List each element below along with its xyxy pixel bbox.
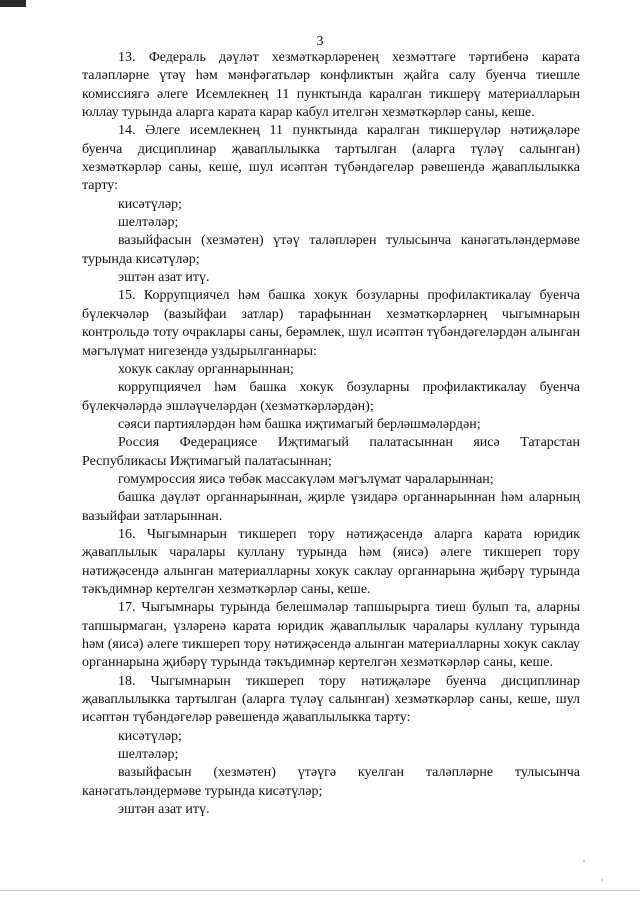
list-item-public-chambers: Россия Федерациясе Иҗтимагый палатасыннан яисә Татарстан Республикасы Иҗтимагый палатасыннан; [82, 435, 580, 469]
list-item-reprimands-2: шелтәләр; [118, 747, 179, 763]
scan-bottom-edge [0, 890, 640, 891]
scan-corner-mark [0, 0, 26, 7]
paragraph-15: 15. Коррупциячел һәм башка хокук бозуларны профилактикалау буенча бүлекчәләр (вазыйфаи затлар) тарафыннан хезмәткәрләрнең чыгымнарын контрольдә тоту очраклары саны, берәмлек, шул исәптән түбәндәгеләрдән алынган мәгълүмат нигезендә уздырылганнары: [82, 288, 580, 359]
list-item-dismissal-2: эштән азат итү. [118, 802, 210, 818]
list-item-political-parties: сәяси партияләрдән һәм башка иҗтимагый берләшмәләрдән; [118, 416, 481, 432]
paragraph-13: 13. Федераль дәүләт хезмәткәрләренең хезмәттәге тәртибенә карата таләпләрне үтәү һәм мәнфәгатьләр конфликтын җайга салу буенча тиешле комиссиягә әлеге Исемлекнең 11 пунктында каралган тикшерү материалларын юллау турында аларга карата карар кабул ителгән хезмәткәрләр саны, кеше. [82, 50, 580, 121]
paragraph-18: 18. Чыгымнарын тикшереп тору нәтиҗәләре буенча дисциплинар җаваплылыкка тартылган (аларга түләү салынган) хезмәткәрләр саны, кеше, шул исәптән түбәндәгеләр рәвешендә җаваплылыкка тарту: [82, 673, 580, 726]
list-item-anticorruption-units: коррупциячел һәм башка хокук бозуларны профилактикалау буенча бүлекчәләрдә эшләүчеләрдән (хезмәткәрләрдән); [82, 380, 580, 414]
list-item-reprimands: шелтәләр; [118, 215, 179, 231]
paragraph-17: 17. Чыгымнары турында белешмәләр тапшырырга тиеш булып та, аларны тапшырмаган, үзләренә карата юридик җаваплылык чаралары куллану турында һәм (яисә) әлеге тикшереп тору нәтиҗәсендә алынган материалларны хокук саклау органнарына җибәрү турында тәкъдимнәр кертелгән хезмәткәрләр саны, кеше. [82, 600, 580, 671]
paragraph-14: 14. Әлеге исемлекнең 11 пунктында каралган тикшерүләр нәтиҗәләре буенча дисциплинар җаваплылыкка тартылган (аларга түләү салынган) хезмәткәрләр саны, кеше, шул исәптән түбәндәгеләр рәвешендә җаваплылыкка тарту: [82, 123, 580, 194]
paragraph-16: 16. Чыгымнарын тикшереп тору нәтиҗәсендә аларга карата юридик җаваплылык чаралары куллану турында һәм (яисә) әлеге тикшереп тору нәтиҗәсендә алынган материалларны хокук саклау органнарына җибәрү турында тәкъдимнәр кертелгән хезмәткәрләр саны, кеше. [82, 526, 580, 597]
list-item-incomplete-compliance-warning: вазыйфасын (хезмәтен) үтәү таләпләрен тулысынча канәгатьләндермәве турында кисәтүләр; [82, 233, 580, 267]
list-item-law-enforcement: хокук саклау органнарыннан; [118, 361, 294, 377]
page-number: 3 [316, 34, 324, 49]
list-item-incomplete-compliance-warning-2: вазыйфасын (хезмәтен) үтәүгә куелган таләпләрне тулысынча канәгатьләндермәве турында кисәтүләр; [82, 765, 580, 799]
document-body [82, 49, 580, 819]
list-item-dismissal: эштән азат итү. [118, 270, 210, 286]
list-item-warnings-2: кисәтүләр; [118, 728, 182, 744]
list-item-warnings: кисәтүләр; [118, 196, 182, 212]
scan-speck [601, 879, 603, 881]
list-item-other-state-bodies: башка дәүләт органнарыннан, җирле үзидарә органнарыннан һәм аларның вазыйфаи затларыннан. [82, 490, 580, 524]
list-item-mass-media: гомумроссия яисә төбәк массакүләм мәгълүмат чараларыннан; [118, 471, 494, 487]
scan-speck [583, 860, 585, 862]
